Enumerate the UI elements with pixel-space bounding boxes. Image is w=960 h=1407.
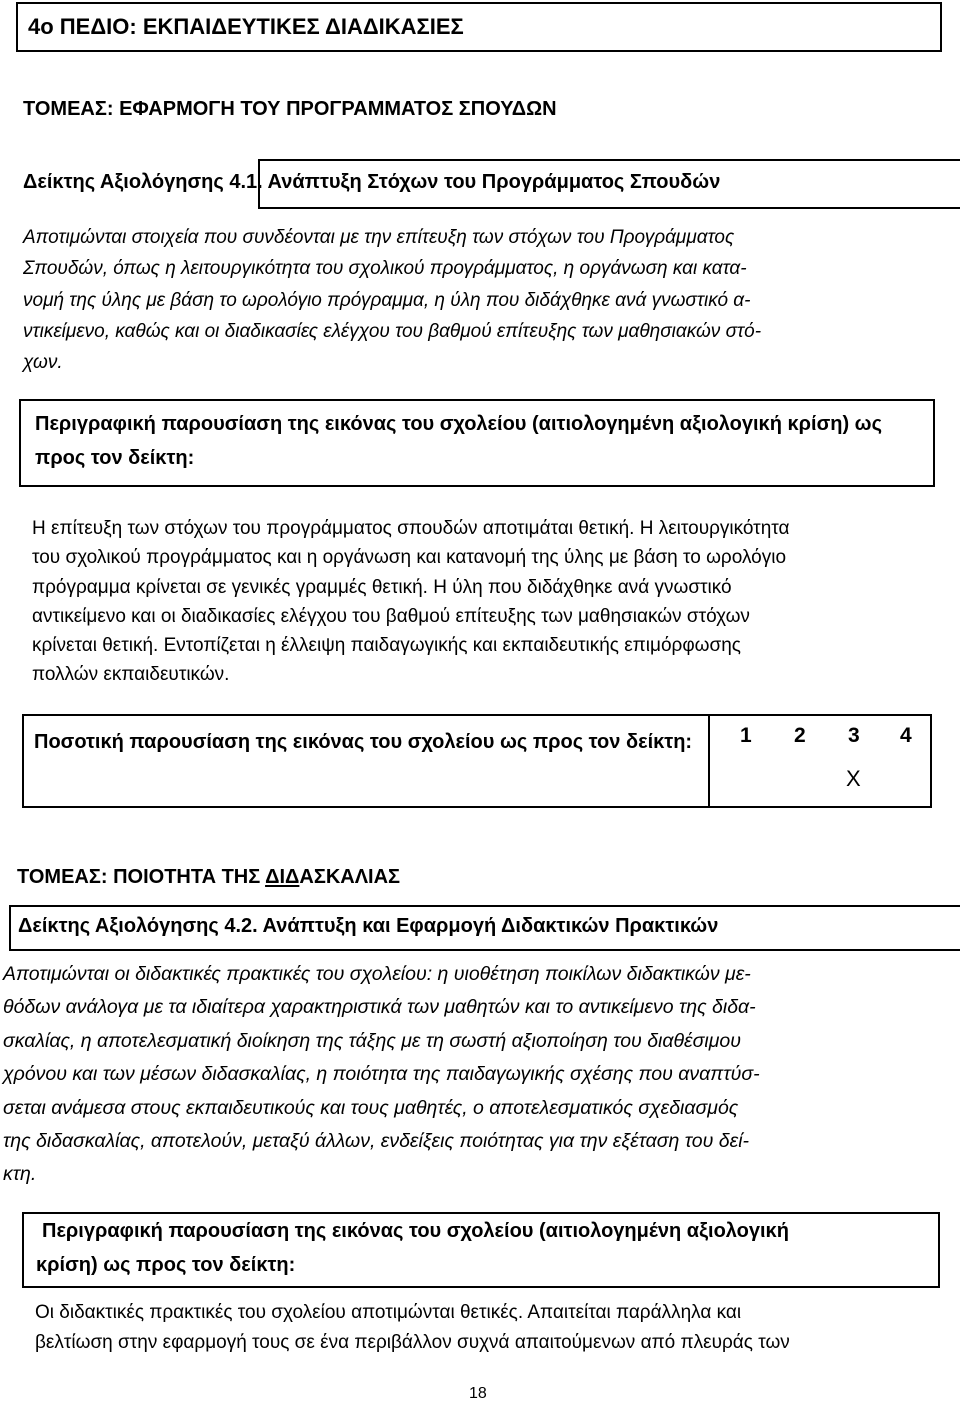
intro-line: Σπουδών, όπως η λειτουργικότητα του σχολικού προγράμματος, η οργάνωση και κατα- xyxy=(23,258,747,280)
scale-3: 3 xyxy=(848,724,860,747)
scale-4: 4 xyxy=(900,724,912,747)
scale-1: 1 xyxy=(740,724,752,747)
descriptive-heading-line: Περιγραφική παρουσίαση της εικόνας του σχολείου (αιτιολογημένη αξιολογική xyxy=(42,1220,789,1242)
intro-line: Αποτιμώνται οι διδακτικές πρακτικές του σχολείου: η υιοθέτηση ποικίλων διδακτικών με- xyxy=(3,963,751,985)
text-line: πολλών εκπαιδευτικών. xyxy=(32,664,230,686)
intro-line: Αποτιμώνται στοιχεία που συνδέονται με την επίτευξη των στόχων του Προγράμματος xyxy=(23,227,735,248)
text-line: βελτίωση στην εφαρμογή τους σε ένα περιβάλλον συχνά απαιτούμενων από πλευράς των xyxy=(35,1331,790,1353)
intro-line: χρόνου και των μέσων διδασκαλίας, η ποιότητα της παιδαγωγικής σχέσης που αναπτύσ- xyxy=(3,1063,760,1086)
descriptive-heading-box xyxy=(19,399,935,487)
field-header xyxy=(16,2,942,52)
quantitative-label-cell xyxy=(24,716,710,806)
intro-line: νομή της ύλης με βάση το ωρολόγιο πρόγραμμα, η ύλη που διδάχθηκε ανά γνωστικό α- xyxy=(23,289,751,311)
indicator-4-2-box xyxy=(9,905,960,951)
intro-line: της διδασκαλίας, αποτελούν, μεταξύ άλλων, ενδείξεις ποιότητας για την εξέταση του δεί- xyxy=(3,1130,750,1153)
descriptive-heading: Περιγραφική παρουσίαση της εικόνας του σχολείου (αιτιολογημένη αξιολογική κρίση) ως προς τον δείκτη: xyxy=(35,413,882,469)
intro-line: ντικείμενο, καθώς και οι διαδικασίες ελέγχου του βαθμού επίτευξης των μαθησιακών στό- xyxy=(23,320,762,342)
page-number: 18 xyxy=(469,1385,487,1402)
scale-2: 2 xyxy=(794,724,806,747)
scale-selected-mark: Χ xyxy=(846,766,861,791)
intro-line: θόδων ανάλογα με τα ιδιαίτερα χαρακτηριστικά των μαθητών και το αντικείμενο της διδα- xyxy=(3,996,756,1019)
text-line: του σχολικού προγράμματος και η οργάνωση και κατανομή της ύλης με βάση το ωρολόγιο xyxy=(32,547,787,569)
intro-line: χων. xyxy=(23,352,63,374)
text-line: πρόγραμμα κρίνεται σε γενικές γραμμές θετική. Η ύλη που διδάχθηκε ανά γνωστικό xyxy=(32,576,732,598)
sector1-title: ΤΟΜΕΑΣ: ΕΦΑΡΜΟΓΗ ΤΟΥ ΠΡΟΓΡΑΜΜΑΤΟΣ ΣΠΟΥΔΩΝ xyxy=(23,98,557,120)
field-title: 4ο ΠΕΔΙΟ: ΕΚΠΑΙΔΕΥΤΙΚΕΣ ΔΙΑΔΙΚΑΣΙΕΣ xyxy=(28,14,464,39)
text-line: Η επίτευξη των στόχων του προγράμματος σπουδών αποτιμάται θετική. Η λειτουργικότητα xyxy=(32,518,790,539)
sector2-title-prefix: ΤΟΜΕΑΣ: ΠΟΙΟΤΗΤΑ ΤΗΣ xyxy=(17,866,266,888)
intro-line: σεται ανάμεσα στους εκπαιδευτικούς και τους μαθητές, ο αποτελεσματικός σχεδιασμός xyxy=(3,1096,739,1119)
sector1-descriptive-text xyxy=(32,514,789,690)
sector2-descriptive-text xyxy=(35,1298,790,1357)
sector2-title-suffix: ΑΣΚΑΛΙΑΣ xyxy=(299,866,401,888)
intro-line: κτη. xyxy=(3,1163,37,1186)
intro-line: σκαλίας, η αποτελεσματική διοίκηση της τάξης με τη σωστή αξιοποίηση του διαθέσιμου xyxy=(3,1029,741,1052)
quantitative-box xyxy=(22,714,932,808)
indicator-4-2-title: Δείκτης Αξιολόγησης 4.2. Ανάπτυξη και Εφαρμογή Διδακτικών Πρακτικών xyxy=(18,915,719,937)
quantitative-label: Ποσοτική παρουσίαση της εικόνας του σχολείου ως προς τον δείκτη: xyxy=(34,731,693,753)
descriptive-heading-line: κρίση) ως προς τον δείκτη: xyxy=(36,1254,296,1276)
sector1-intro xyxy=(23,222,940,378)
sector2-intro xyxy=(3,958,952,1192)
text-line: κρίνεται θετική. Εντοπίζεται η έλλειψη παιδαγωγικής και εκπαιδευτικής επιμόρφωσης xyxy=(32,635,741,657)
text-line: αντικείμενο και οι διαδικασίες ελέγχου του βαθμού επίτευξης των μαθησιακών στόχων xyxy=(32,605,750,627)
indicator-4-1-name: Ανάπτυξη Στόχων του Προγράμματος Σπουδών xyxy=(267,171,721,193)
descriptive-heading-box xyxy=(22,1212,940,1288)
sector2-title xyxy=(17,866,400,889)
indicator-4-1-prefix: Δείκτης Αξιολόγησης 4.1. xyxy=(23,171,263,193)
indicator-4-1-title xyxy=(23,171,720,194)
sector2-title-underlined: ΔΙΔ xyxy=(265,866,300,888)
text-line: Οι διδακτικές πρακτικές του σχολείου αποτιμώνται θετικές. Απαιτείται παράλληλα και xyxy=(35,1302,742,1323)
